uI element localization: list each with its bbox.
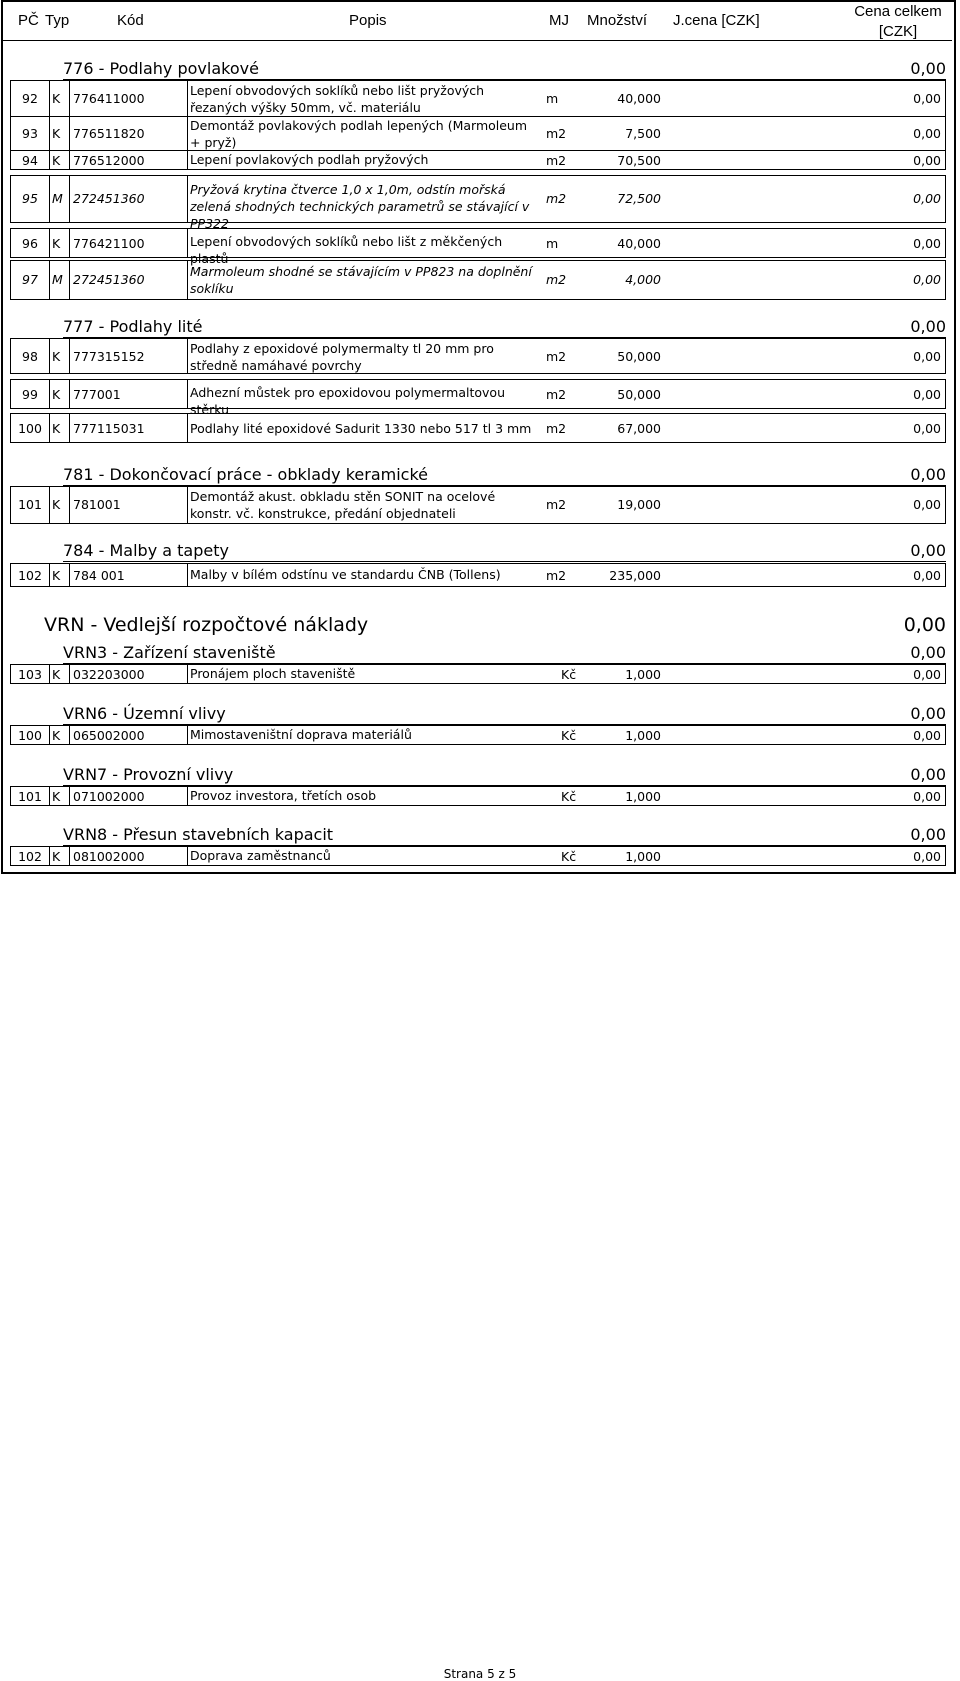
header-typ: Typ (45, 12, 70, 29)
header-jcena: J.cena [CZK] (673, 12, 760, 29)
table-row: 101 K 781001 Demontáž akust. obkladu stěn SONIT na ocelové konstr. vč. konstrukce, předání objednateli m2 19,000 0,00 (10, 486, 946, 524)
table-row: 100 K 065002000 Mimostaveništní doprava materiálů Kč 1,000 0,00 (10, 725, 946, 745)
section-776: 776 - Podlahy povlakové 0,00 (63, 59, 946, 78)
section-vrn3: VRN3 - Zařízení staveniště 0,00 (63, 643, 946, 662)
table-row: 96 K 776421100 Lepení obvodových soklíků nebo lišt z měkčených plastů m 40,000 0,00 (10, 228, 946, 258)
section-781: 781 - Dokončovací práce - obklady keramické 0,00 (63, 465, 946, 484)
table-header (3, 2, 952, 41)
section-vrn6: VRN6 - Územní vlivy 0,00 (63, 704, 946, 723)
header-kod: Kód (117, 12, 144, 29)
section-vrn: VRN - Vedlejší rozpočtové náklady 0,00 (44, 614, 946, 636)
section-vrn8: VRN8 - Přesun stavebních kapacit 0,00 (63, 825, 946, 844)
header-popis: Popis (349, 12, 387, 29)
table-row: 98 K 777315152 Podlahy z epoxidové polymermalty tl 20 mm pro středně namáhavé povrchy m2 50,000 0,00 (10, 338, 946, 374)
page-number: Strana 5 z 5 (443, 1667, 517, 1681)
header-mj: MJ (549, 12, 569, 29)
section-784: 784 - Malby a tapety 0,00 (63, 541, 946, 560)
table-row: 95 M 272451360 Pryžová krytina čtverce 1,0 x 1,0m, odstín mořská zelená shodných technických parametrů se stávající v PP322 m2 72,500 0,00 (10, 175, 946, 223)
table-row: 99 K 777001 Adhezní můstek pro epoxidovou polymermaltovou stěrku m2 50,000 0,00 (10, 379, 946, 409)
header-mnozstvi: Množství (587, 12, 648, 29)
table-row: 92 K 776411000 Lepení obvodových soklíků nebo lišt pryžových řezaných výšky 50mm, vč. materiálu m 40,000 0,00 (10, 80, 946, 117)
table-row: 93 K 776511820 Demontáž povlakových podlah lepených (Marmoleum + pryž) m2 7,500 0,00 (10, 116, 946, 151)
table-row: 102 K 081002000 Doprava zaměstnanců Kč 1,000 0,00 (10, 846, 946, 866)
table-row: 97 M 272451360 Marmoleum shodné se stávajícím v PP823 na doplnění soklíku m2 4,000 0,00 (10, 260, 946, 300)
table-row: 103 K 032203000 Pronájem ploch staveniště Kč 1,000 0,00 (10, 664, 946, 684)
table-row: 102 K 784 001 Malby v bílém odstínu ve standardu ČNB (Tollens) m2 235,000 0,00 (10, 563, 946, 587)
table-row: 94 K 776512000 Lepení povlakových podlah pryžových m2 70,500 0,00 (10, 150, 946, 170)
header-cena-celkem: Cena celkem [CZK] (854, 3, 942, 40)
header-pc: PČ (18, 12, 39, 29)
section-777: 777 - Podlahy lité 0,00 (63, 317, 946, 336)
section-vrn7: VRN7 - Provozní vlivy 0,00 (63, 765, 946, 784)
table-row: 101 K 071002000 Provoz investora, třetích osob Kč 1,000 0,00 (10, 786, 946, 806)
table-row: 100 K 777115031 Podlahy lité epoxidové Sadurit 1330 nebo 517 tl 3 mm m2 67,000 0,00 (10, 413, 946, 443)
